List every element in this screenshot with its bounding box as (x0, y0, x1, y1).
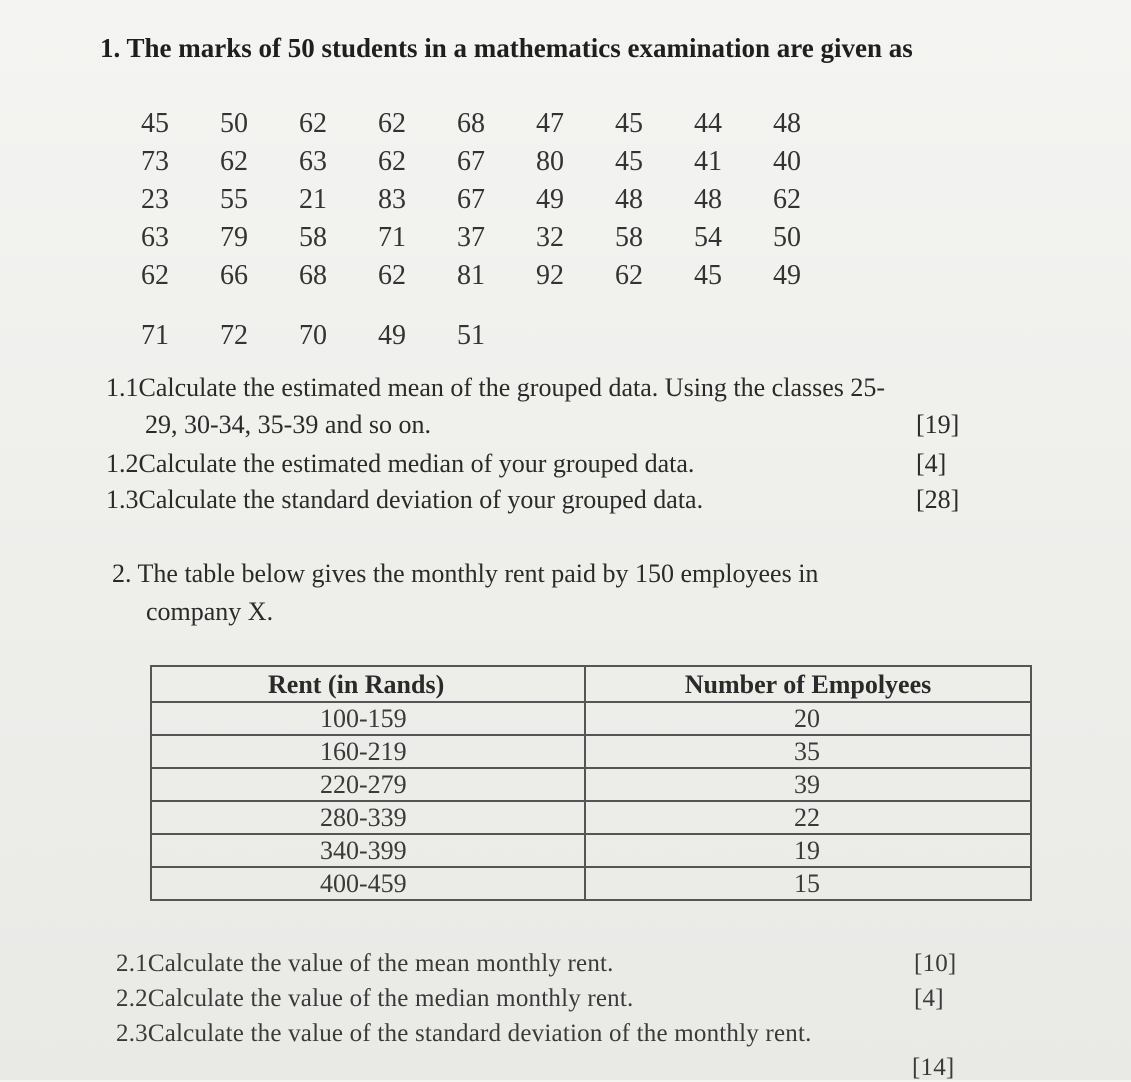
mark-value: 37 (457, 222, 485, 253)
q2-2-text: 2.2Calculate the value of the median monthly rent. (116, 985, 634, 1012)
mark-value: 71 (141, 320, 169, 351)
mark-value: 71 (378, 222, 406, 253)
rent-table (150, 665, 1032, 901)
mark-value: 62 (299, 108, 327, 139)
mark-value: 58 (615, 222, 643, 253)
mark-value: 49 (536, 184, 564, 215)
table-row (151, 702, 1031, 735)
table-row (151, 768, 1031, 801)
employees-column-header: Number of Empolyees (585, 666, 1031, 702)
q1-2-text: 1.2Calculate the estimated median of your grouped data. (106, 449, 695, 478)
employee-count-cell: 15 (585, 867, 1031, 900)
question1-heading: 1. The marks of 50 students in a mathematics examination are given as (100, 33, 913, 63)
rent-range-cell: 400-459 (151, 867, 585, 900)
rent-range-cell: 100-159 (151, 702, 585, 735)
q1-1-points: [19] (916, 410, 960, 439)
mark-value: 49 (773, 260, 801, 291)
mark-value: 79 (220, 222, 248, 253)
rent-range-cell: 340-399 (151, 834, 585, 867)
employee-count-cell: 35 (585, 735, 1031, 768)
mark-value: 45 (615, 146, 643, 177)
mark-value: 62 (773, 184, 801, 215)
mark-value: 49 (378, 320, 406, 351)
mark-value: 62 (220, 146, 248, 177)
mark-value: 45 (694, 260, 722, 291)
marks-grid (130, 108, 810, 351)
q1-3-text: 1.3Calculate the standard deviation of your grouped data. (106, 485, 704, 514)
mark-value: 68 (299, 260, 327, 291)
mark-value: 62 (615, 260, 643, 291)
rent-range-cell: 280-339 (151, 801, 585, 834)
mark-value: 73 (141, 146, 169, 177)
mark-value: 50 (220, 108, 248, 139)
mark-value: 54 (694, 222, 722, 253)
question2-heading-line1: 2. The table below gives the monthly rent paid by 150 employees in (112, 559, 819, 588)
q1-3-points: [28] (916, 485, 960, 514)
q1-1-text-line2: 29, 30-34, 35-39 and so on. (145, 410, 431, 439)
table-row (151, 867, 1031, 900)
mark-value: 81 (457, 260, 485, 291)
mark-value: 51 (457, 320, 485, 351)
mark-value: 48 (615, 184, 643, 215)
mark-value: 48 (694, 184, 722, 215)
mark-value: 83 (378, 184, 406, 215)
mark-value: 44 (694, 108, 722, 139)
mark-value: 63 (299, 146, 327, 177)
mark-value: 48 (773, 108, 801, 139)
rent-range-cell: 160-219 (151, 735, 585, 768)
table-row (151, 834, 1031, 867)
employee-count-cell: 19 (585, 834, 1031, 867)
mark-value: 40 (773, 146, 801, 177)
mark-value: 72 (220, 320, 248, 351)
question2-heading-line2: company X. (146, 597, 274, 626)
employee-count-cell: 20 (585, 702, 1031, 735)
q1-1-text-line1: 1.1Calculate the estimated mean of the grouped data. Using the classes 25- (106, 373, 886, 402)
mark-value: 45 (141, 108, 169, 139)
mark-value: 32 (536, 222, 564, 253)
mark-value: 21 (299, 184, 327, 215)
mark-value: 50 (773, 222, 801, 253)
rent-range-cell: 220-279 (151, 768, 585, 801)
mark-value: 55 (220, 184, 248, 215)
mark-value: 41 (694, 146, 722, 177)
mark-value: 45 (615, 108, 643, 139)
table-row (151, 735, 1031, 768)
rent-column-header: Rent (in Rands) (151, 666, 585, 702)
mark-value: 68 (457, 108, 485, 139)
q2-3-text: 2.3Calculate the value of the standard deviation of the monthly rent. (116, 1020, 812, 1047)
mark-value: 67 (457, 146, 485, 177)
q2-2-points: [4] (914, 985, 944, 1012)
mark-value: 92 (536, 260, 564, 291)
mark-value: 58 (299, 222, 327, 253)
mark-value: 62 (141, 260, 169, 291)
employee-count-cell: 39 (585, 768, 1031, 801)
mark-value: 70 (299, 320, 327, 351)
mark-value: 80 (536, 146, 564, 177)
rent-table-header-row (151, 666, 1031, 702)
mark-value: 66 (220, 260, 248, 291)
mark-value: 62 (378, 146, 406, 177)
q2-1-text: 2.1Calculate the value of the mean monthly rent. (116, 950, 614, 977)
q1-2-points: [4] (916, 449, 947, 478)
mark-value: 63 (141, 222, 169, 253)
employee-count-cell: 22 (585, 801, 1031, 834)
mark-value: 47 (536, 108, 564, 139)
table-row (151, 801, 1031, 834)
mark-value: 23 (141, 184, 169, 215)
q2-3-points: [14] (912, 1054, 955, 1081)
mark-value: 62 (378, 260, 406, 291)
q2-1-points: [10] (914, 950, 957, 977)
mark-value: 62 (378, 108, 406, 139)
mark-value: 67 (457, 184, 485, 215)
